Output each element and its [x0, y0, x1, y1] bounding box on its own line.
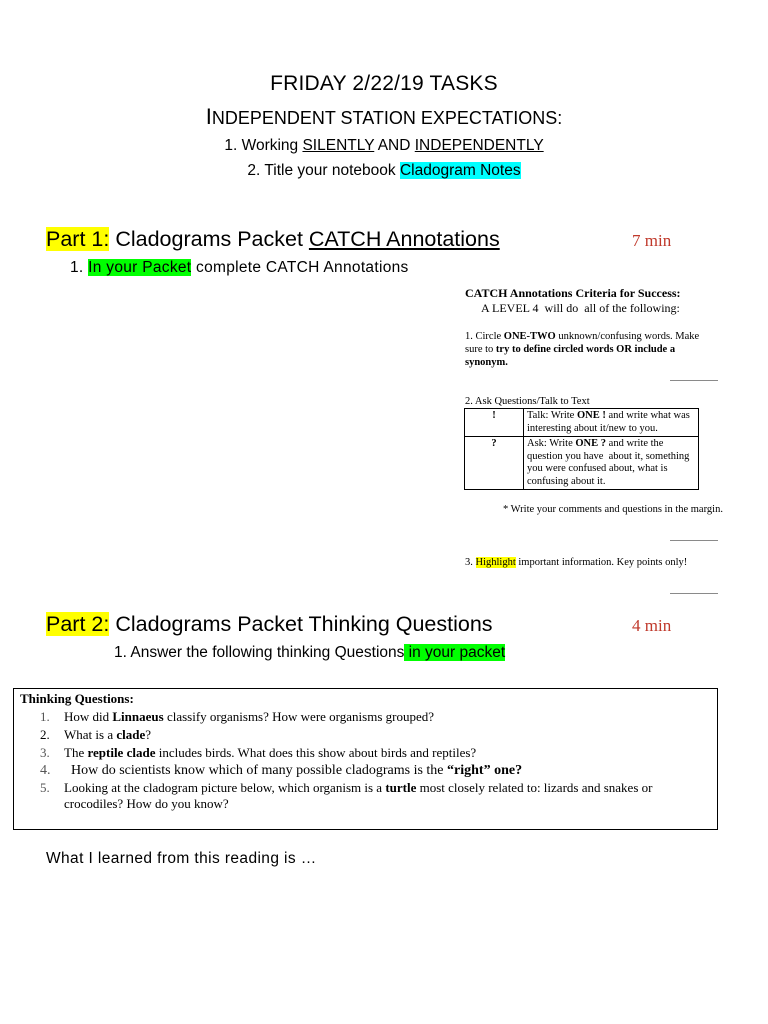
- question-1: [40, 709, 710, 725]
- list-number: 2.: [247, 162, 261, 179]
- question-text: [64, 763, 714, 779]
- criteria-text: unknown/confusing words. Make sure to: [465, 331, 702, 355]
- learned-prompt: What I learned from this reading is …: [46, 850, 317, 867]
- expectation-text: Title your notebook: [264, 162, 400, 179]
- question-4: [40, 763, 710, 779]
- cell-text: and write what was interesting about it/new to you.: [527, 410, 693, 434]
- underlined-word: INDEPENDENTLY: [414, 137, 544, 154]
- step-text: Answer the following thinking Questions: [130, 644, 405, 661]
- q-bold: reptile clade: [87, 745, 156, 760]
- list-number: 1.: [224, 137, 238, 154]
- question-text: [64, 727, 714, 743]
- cell-text: Ask: Write: [527, 438, 576, 449]
- highlighted-text: in your packet: [404, 644, 506, 661]
- question-5: [40, 780, 710, 811]
- question-text: [64, 745, 714, 761]
- table-symbol: !: [465, 409, 524, 437]
- part1-time: 7 min: [632, 231, 672, 250]
- q-text: Looking at the cladogram picture below, which organism is a: [64, 780, 386, 795]
- criteria-item-3: [465, 557, 735, 568]
- question-text: [64, 780, 714, 812]
- cell-bold: ONE !: [576, 410, 606, 421]
- question-3: [40, 745, 710, 761]
- question-2: [40, 727, 710, 743]
- part1-label: Part 1:: [46, 227, 110, 251]
- part2-heading: [46, 612, 493, 637]
- table-cell: [524, 409, 699, 437]
- cell-text: Talk: Write: [527, 410, 577, 421]
- criteria-level: A LEVEL 4 will do all of the following:: [481, 301, 680, 315]
- criteria-bold: try to define circled words OR include a synonym.: [465, 344, 676, 368]
- list-number: 1.: [70, 259, 84, 276]
- q-text: How do scientists know which of many possible cladograms is the: [64, 763, 448, 778]
- q-text: ?: [145, 727, 152, 742]
- talk-to-text-table: [464, 408, 699, 490]
- underlined-word: SILENTLY: [302, 137, 375, 154]
- question-number: 1.: [40, 709, 50, 724]
- q-text: The: [64, 745, 88, 760]
- expectation-2: [0, 162, 768, 180]
- question-number: 5.: [40, 780, 50, 795]
- q-bold: turtle: [385, 780, 417, 795]
- question-number: 4.: [40, 763, 51, 778]
- highlighted-text: Cladogram Notes: [399, 162, 521, 179]
- cell-bold: ONE ?: [575, 438, 607, 449]
- thinking-questions-box: [13, 688, 718, 830]
- q-text: most closely related to: lizards and snakes or crocodiles? How do you know?: [64, 780, 656, 811]
- question-number: 3.: [40, 745, 50, 760]
- highlighted-text: In your Packet: [88, 259, 192, 276]
- criteria-bold: ONE-TWO: [503, 331, 556, 342]
- subtitle-cap: I: [205, 104, 212, 129]
- highlighted-text: Highlight: [475, 557, 516, 568]
- q-bold: Linnaeus: [112, 709, 164, 724]
- q-text: How did: [64, 709, 113, 724]
- criteria-text: 3.: [465, 557, 476, 568]
- expectation-text: AND: [374, 137, 415, 154]
- part2-time: 4 min: [632, 616, 672, 635]
- step-text: complete CATCH Annotations: [191, 259, 409, 276]
- criteria-text: 1. Circle: [465, 331, 504, 342]
- table-cell: [524, 437, 699, 490]
- divider-line: [670, 593, 718, 594]
- part2-text: Cladograms Packet Thinking Questions: [109, 612, 493, 636]
- criteria-text: important information. Key points only!: [515, 557, 688, 568]
- q-text: classify organisms? How were organisms grouped?: [163, 709, 434, 724]
- expectation-1: [0, 137, 768, 155]
- part2-label: Part 2:: [46, 612, 110, 636]
- part2-step: [114, 644, 505, 662]
- subtitle: [0, 104, 768, 130]
- cell-text: and write the question you have about it, something you were confused about, what is confusing about it.: [527, 438, 693, 487]
- part1-heading: [46, 227, 500, 252]
- expectation-text: Working: [241, 137, 303, 154]
- criteria-title: CATCH Annotations Criteria for Success:: [465, 286, 681, 300]
- criteria-item-1: [465, 330, 710, 369]
- q-bold: clade: [116, 727, 146, 742]
- table-symbol: ?: [465, 437, 524, 490]
- part1-step: [70, 259, 409, 277]
- subtitle-rest: NDEPENDENT STATION EXPECTATIONS:: [211, 108, 563, 128]
- q-bold: “right” one?: [447, 763, 523, 778]
- list-number: 1.: [114, 644, 127, 661]
- table-row: [465, 409, 699, 437]
- part1-underlined: CATCH Annotations: [308, 227, 500, 251]
- divider-line: [670, 540, 718, 541]
- divider-line: [670, 380, 718, 381]
- q-text: includes birds. What does this show about birds and reptiles?: [155, 745, 477, 760]
- table-row: [465, 437, 699, 490]
- criteria-item-2: 2. Ask Questions/Talk to Text: [465, 396, 590, 407]
- part1-text: Cladograms Packet: [109, 227, 309, 251]
- thinking-questions-title: Thinking Questions:: [20, 691, 134, 706]
- page-title: FRIDAY 2/22/19 TASKS: [270, 72, 498, 95]
- question-text: [64, 709, 714, 725]
- q-text: What is a: [64, 727, 117, 742]
- question-number: 2.: [40, 727, 50, 742]
- criteria-note: * Write your comments and questions in the margin.: [503, 504, 723, 515]
